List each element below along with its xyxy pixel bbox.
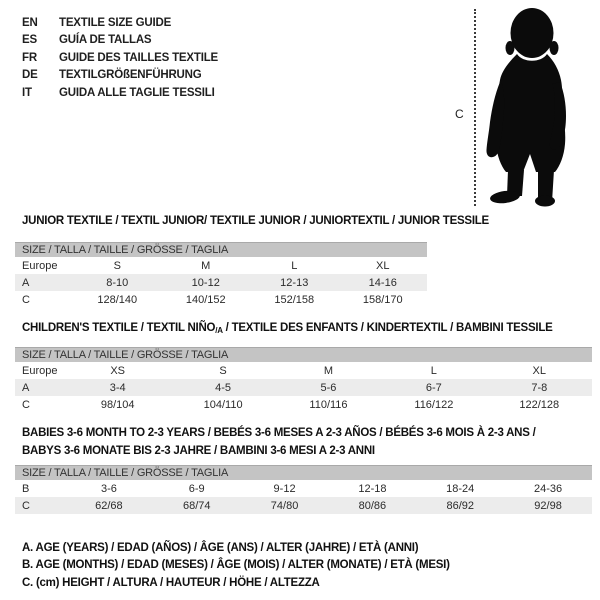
cell: XL — [376, 259, 390, 272]
cell: 3-6 — [100, 482, 117, 495]
cell: S — [113, 259, 121, 272]
cell: 116/122 — [414, 398, 454, 411]
babies-title-line1: BABIES 3-6 MONTH TO 2-3 YEARS / BEBÉS 3-6 MESES A 2-3 AÑOS / BÉBÉS 3-6 MOIS À 2-3 ANS / — [22, 427, 536, 439]
children-section-title — [22, 322, 553, 334]
language-code: DE — [22, 69, 38, 82]
cell: 10-12 — [162, 274, 251, 291]
cell: M — [201, 259, 211, 272]
babies-section-title — [22, 424, 582, 460]
children-title-subscript: /A — [215, 326, 223, 335]
cell: 122/128 — [519, 398, 560, 411]
children-size-table — [15, 347, 592, 413]
language-row — [22, 32, 218, 49]
cell: 74/80 — [241, 497, 329, 514]
table-row-height — [15, 497, 592, 514]
table-header-bar — [15, 466, 592, 481]
footnote-b: B. AGE (MONTHS) / EDAD (MESES) / ÂGE (MOIS) / ALTER (MONATE) / ETÀ (MESI) — [22, 559, 450, 572]
cell: 152/158 — [274, 293, 315, 306]
language-label: TEXTILGRÖßENFÜHRUNG — [59, 69, 202, 82]
cell: XS — [110, 364, 126, 377]
cell: 86/92 — [416, 497, 504, 514]
row-label: C — [22, 398, 30, 411]
table-header-label: SIZE / TALLA / TAILLE / GRÖSSE / TAGLIA — [15, 466, 592, 481]
language-row — [22, 15, 218, 32]
footnote-a: A. AGE (YEARS) / EDAD (AÑOS) / ÂGE (ANS) / ALTER (JAHRE) / ETÀ (ANNI) — [22, 542, 419, 554]
babies-size-table — [15, 465, 592, 514]
row-label: B — [22, 482, 30, 495]
cell: 62/68 — [65, 497, 153, 514]
table-row-europe — [15, 257, 427, 274]
language-label: GUIDE DES TAILLES TEXTILE — [59, 51, 218, 64]
row-label: A — [15, 379, 65, 396]
cell: L — [430, 364, 437, 377]
language-row — [22, 67, 218, 84]
cell: 140/152 — [185, 293, 226, 306]
row-label: Europe — [22, 259, 58, 272]
cell: 92/98 — [504, 497, 592, 514]
junior-section-title: JUNIOR TEXTILE / TEXTIL JUNIOR/ TEXTILE JUNIOR / JUNIORTEXTIL / JUNIOR TESSILE — [22, 215, 489, 227]
cell: 4-5 — [170, 379, 275, 396]
table-row-age — [15, 274, 427, 291]
cell: 7-8 — [487, 379, 592, 396]
language-code: FR — [22, 51, 37, 64]
cell: 80/86 — [328, 497, 416, 514]
table-row-height — [15, 396, 592, 413]
table-row-height — [15, 291, 427, 308]
table-header-label: SIZE / TALLA / TAILLE / GRÖSSE / TAGLIA — [15, 348, 592, 363]
row-label: Europe — [22, 364, 58, 377]
table-row-age — [15, 379, 592, 396]
cell: 110/116 — [309, 398, 348, 411]
cell: 12-13 — [250, 274, 339, 291]
footnote-legend — [22, 540, 450, 592]
language-code: IT — [22, 86, 32, 99]
cell: 14-16 — [339, 274, 428, 291]
table-header-bar — [15, 243, 427, 258]
cell: XL — [532, 364, 547, 377]
cell: 8-10 — [73, 274, 162, 291]
cell: L — [291, 259, 298, 272]
cell: 98/104 — [100, 398, 135, 411]
toddler-silhouette-image — [486, 6, 576, 207]
junior-size-table — [15, 242, 427, 308]
language-label: GUÍA DE TALLAS — [59, 34, 152, 47]
table-header-label: SIZE / TALLA / TAILLE / GRÖSSE / TAGLIA — [15, 243, 427, 258]
row-label: C — [15, 497, 65, 514]
height-dotted-line — [474, 9, 476, 206]
table-row-europe — [15, 362, 592, 379]
language-row — [22, 85, 218, 102]
row-label: C — [22, 293, 30, 306]
cell: 24-36 — [534, 482, 563, 495]
language-code: ES — [22, 34, 37, 47]
cell: 6-7 — [381, 379, 486, 396]
children-title-pre: CHILDREN'S TEXTILE / TEXTIL NIÑO — [22, 322, 216, 334]
language-label: GUIDA ALLE TAGLIE TESSILI — [59, 86, 215, 99]
table-row-age-months — [15, 480, 592, 497]
cell: M — [323, 364, 334, 377]
language-label: TEXTILE SIZE GUIDE — [59, 17, 172, 29]
language-row — [22, 50, 218, 67]
height-measure-label-c: C — [455, 107, 464, 121]
row-label: A — [15, 274, 73, 291]
language-code: EN — [22, 17, 38, 29]
cell: 5-6 — [276, 379, 381, 396]
cell: 9-12 — [273, 482, 296, 495]
cell: S — [219, 364, 227, 377]
cell: 3-4 — [65, 379, 170, 396]
cell: 104/110 — [203, 398, 243, 411]
children-title-post: / TEXTILE DES ENFANTS / KINDERTEXTIL / BAMBINI TESSILE — [222, 322, 553, 334]
cell: 12-18 — [358, 482, 387, 495]
footnote-c: C. (cm) HEIGHT / ALTURA / HAUTEUR / HÖHE / ALTEZZA — [22, 576, 320, 589]
language-list — [22, 15, 218, 102]
cell: 158/170 — [362, 293, 403, 306]
cell: 68/74 — [153, 497, 241, 514]
cell: 18-24 — [446, 482, 475, 495]
table-header-bar — [15, 348, 592, 363]
cell: 128/140 — [97, 293, 138, 306]
cell: 6-9 — [188, 482, 205, 495]
babies-title-line2: BABYS 3-6 MONATE BIS 2-3 JAHRE / BAMBINI 3-6 MESI A 2-3 ANNI — [22, 445, 375, 457]
